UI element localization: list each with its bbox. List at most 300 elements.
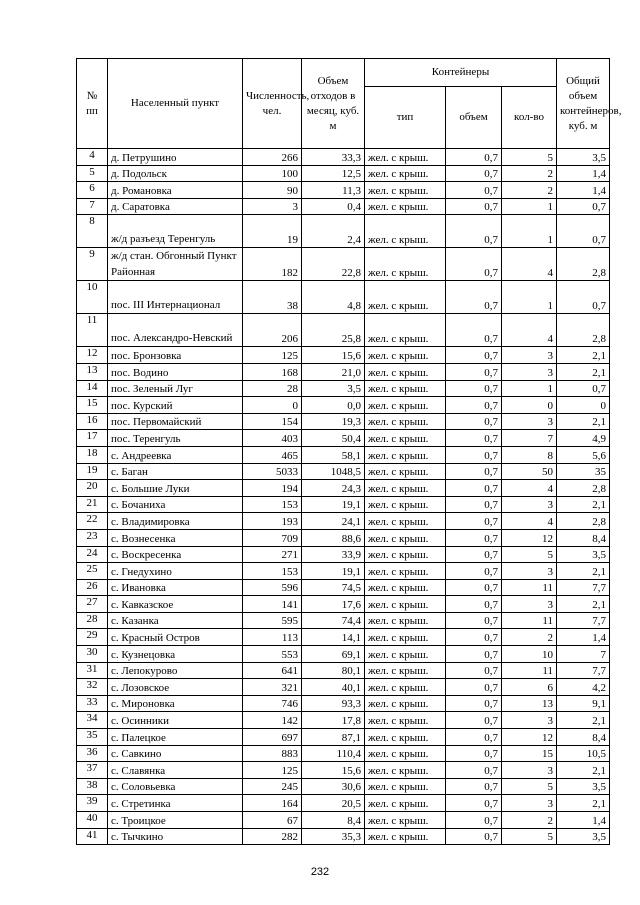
cell-container-type: жел. с крыш. [365, 446, 446, 463]
cell-waste-volume: 0,0 [302, 397, 365, 414]
cell-population: 154 [243, 413, 302, 430]
cell-population: 142 [243, 712, 302, 729]
cell-container-volume: 0,7 [446, 778, 502, 795]
cell-total-volume: 2,1 [557, 596, 610, 613]
cell-container-volume: 0,7 [446, 745, 502, 762]
cell-container-volume: 0,7 [446, 828, 502, 845]
cell-container-type: жел. с крыш. [365, 347, 446, 364]
cell-population: 125 [243, 347, 302, 364]
cell-container-count: 12 [502, 529, 557, 546]
cell-container-volume: 0,7 [446, 629, 502, 646]
cell-waste-volume: 19,3 [302, 413, 365, 430]
cell-container-volume: 0,7 [446, 513, 502, 530]
cell-container-count: 6 [502, 679, 557, 696]
cell-waste-volume: 80,1 [302, 662, 365, 679]
cell-num: 21 [77, 496, 108, 513]
cell-population: 709 [243, 529, 302, 546]
cell-container-type: жел. с крыш. [365, 745, 446, 762]
cell-total-volume: 7 [557, 646, 610, 663]
cell-num: 31 [77, 662, 108, 679]
cell-waste-volume: 87,1 [302, 729, 365, 746]
cell-num: 34 [77, 712, 108, 729]
cell-container-volume: 0,7 [446, 795, 502, 812]
cell-container-count: 3 [502, 347, 557, 364]
cell-population: 168 [243, 363, 302, 380]
table-row [77, 762, 610, 779]
table-row [77, 430, 610, 447]
cell-settlement: с. Савкино [108, 745, 243, 762]
cell-container-count: 15 [502, 745, 557, 762]
waste-containers-table [76, 58, 622, 845]
cell-waste-volume: 74,4 [302, 612, 365, 629]
cell-total-volume: 0,7 [557, 198, 610, 215]
header-container-type: тип [365, 87, 446, 149]
cell-population: 266 [243, 149, 302, 166]
cell-population: 113 [243, 629, 302, 646]
table-row [77, 397, 610, 414]
cell-num: 19 [77, 463, 108, 480]
cell-container-type: жел. с крыш. [365, 579, 446, 596]
cell-total-volume: 0,7 [557, 281, 610, 314]
cell-settlement: с. Баган [108, 463, 243, 480]
cell-population: 67 [243, 812, 302, 829]
cell-waste-volume: 19,1 [302, 563, 365, 580]
table-body [77, 149, 610, 845]
cell-total-volume: 2,1 [557, 496, 610, 513]
cell-container-type: жел. с крыш. [365, 413, 446, 430]
table-row [77, 446, 610, 463]
cell-total-volume: 1,4 [557, 165, 610, 182]
cell-population: 641 [243, 662, 302, 679]
cell-num: 12 [77, 347, 108, 364]
cell-container-type: жел. с крыш. [365, 248, 446, 281]
cell-settlement: с. Осинники [108, 712, 243, 729]
cell-container-count: 1 [502, 281, 557, 314]
cell-container-volume: 0,7 [446, 215, 502, 248]
cell-total-volume: 3,5 [557, 828, 610, 845]
cell-num: 25 [77, 563, 108, 580]
cell-settlement: с. Воскресенка [108, 546, 243, 563]
cell-waste-volume: 50,4 [302, 430, 365, 447]
cell-num: 36 [77, 745, 108, 762]
cell-settlement: с. Лепокурово [108, 662, 243, 679]
cell-settlement: с. Андреевка [108, 446, 243, 463]
cell-container-count: 11 [502, 612, 557, 629]
cell-population: 141 [243, 596, 302, 613]
cell-container-volume: 0,7 [446, 248, 502, 281]
cell-total-volume: 1,4 [557, 812, 610, 829]
table-row [77, 215, 610, 248]
cell-population: 465 [243, 446, 302, 463]
cell-settlement: пос. Курский [108, 397, 243, 414]
cell-container-volume: 0,7 [446, 182, 502, 199]
cell-container-volume: 0,7 [446, 529, 502, 546]
cell-waste-volume: 8,4 [302, 812, 365, 829]
table-row [77, 314, 610, 347]
cell-container-type: жел. с крыш. [365, 380, 446, 397]
cell-container-type: жел. с крыш. [365, 612, 446, 629]
cell-container-volume: 0,7 [446, 314, 502, 347]
cell-total-volume: 2,1 [557, 795, 610, 812]
cell-total-volume: 2,1 [557, 563, 610, 580]
cell-num: 13 [77, 363, 108, 380]
cell-settlement: с. Мироновка [108, 695, 243, 712]
cell-container-type: жел. с крыш. [365, 679, 446, 696]
cell-container-type: жел. с крыш. [365, 430, 446, 447]
cell-container-type: жел. с крыш. [365, 812, 446, 829]
cell-num: 15 [77, 397, 108, 414]
cell-waste-volume: 88,6 [302, 529, 365, 546]
cell-settlement: пос. III Интернационал [108, 281, 243, 314]
cell-total-volume: 0,7 [557, 215, 610, 248]
cell-waste-volume: 0,4 [302, 198, 365, 215]
cell-waste-volume: 21,0 [302, 363, 365, 380]
table-row [77, 646, 610, 663]
cell-population: 38 [243, 281, 302, 314]
table-row [77, 679, 610, 696]
cell-population: 553 [243, 646, 302, 663]
cell-container-type: жел. с крыш. [365, 563, 446, 580]
cell-container-volume: 0,7 [446, 812, 502, 829]
table-row [77, 248, 610, 281]
cell-container-type: жел. с крыш. [365, 629, 446, 646]
cell-num: 30 [77, 646, 108, 663]
cell-population: 883 [243, 745, 302, 762]
table-row [77, 695, 610, 712]
cell-container-count: 13 [502, 695, 557, 712]
cell-container-count: 3 [502, 413, 557, 430]
cell-num: 28 [77, 612, 108, 629]
cell-num: 35 [77, 729, 108, 746]
cell-container-count: 5 [502, 546, 557, 563]
cell-container-type: жел. с крыш. [365, 480, 446, 497]
table-row [77, 281, 610, 314]
cell-container-count: 50 [502, 463, 557, 480]
cell-container-type: жел. с крыш. [365, 363, 446, 380]
cell-container-volume: 0,7 [446, 198, 502, 215]
cell-container-type: жел. с крыш. [365, 149, 446, 166]
table-row [77, 828, 610, 845]
cell-container-type: жел. с крыш. [365, 463, 446, 480]
cell-population: 153 [243, 496, 302, 513]
cell-container-volume: 0,7 [446, 149, 502, 166]
cell-container-count: 3 [502, 762, 557, 779]
cell-settlement: с. Палецкое [108, 729, 243, 746]
cell-population: 193 [243, 513, 302, 530]
cell-num: 32 [77, 679, 108, 696]
cell-num: 38 [77, 778, 108, 795]
cell-container-count: 1 [502, 198, 557, 215]
table-row [77, 149, 610, 166]
cell-num: 11 [77, 314, 108, 347]
cell-container-type: жел. с крыш. [365, 596, 446, 613]
table-row [77, 596, 610, 613]
cell-population: 164 [243, 795, 302, 812]
cell-container-type: жел. с крыш. [365, 397, 446, 414]
cell-container-type: жел. с крыш. [365, 795, 446, 812]
header-container-volume: объем [446, 87, 502, 149]
cell-waste-volume: 69,1 [302, 646, 365, 663]
cell-num: 5 [77, 165, 108, 182]
cell-total-volume: 2,1 [557, 363, 610, 380]
cell-num: 37 [77, 762, 108, 779]
cell-settlement: с. Казанка [108, 612, 243, 629]
cell-waste-volume: 24,1 [302, 513, 365, 530]
cell-container-type: жел. с крыш. [365, 662, 446, 679]
cell-total-volume: 35 [557, 463, 610, 480]
header-total-volume: Общий объем контейнеров, куб. м [557, 59, 610, 149]
cell-container-count: 1 [502, 380, 557, 397]
cell-container-type: жел. с крыш. [365, 828, 446, 845]
cell-container-type: жел. с крыш. [365, 729, 446, 746]
cell-waste-volume: 33,3 [302, 149, 365, 166]
cell-waste-volume: 3,5 [302, 380, 365, 397]
cell-total-volume: 2,8 [557, 513, 610, 530]
cell-container-volume: 0,7 [446, 729, 502, 746]
table-row [77, 347, 610, 364]
cell-population: 5033 [243, 463, 302, 480]
cell-settlement: с. Лозовское [108, 679, 243, 696]
cell-container-type: жел. с крыш. [365, 762, 446, 779]
cell-waste-volume: 17,8 [302, 712, 365, 729]
cell-container-count: 1 [502, 215, 557, 248]
cell-container-volume: 0,7 [446, 281, 502, 314]
cell-settlement: пос. Бронзовка [108, 347, 243, 364]
cell-total-volume: 3,5 [557, 149, 610, 166]
cell-container-volume: 0,7 [446, 480, 502, 497]
cell-container-count: 12 [502, 729, 557, 746]
cell-settlement: с. Кавказское [108, 596, 243, 613]
cell-waste-volume: 14,1 [302, 629, 365, 646]
cell-waste-volume: 1048,5 [302, 463, 365, 480]
cell-container-type: жел. с крыш. [365, 215, 446, 248]
cell-population: 321 [243, 679, 302, 696]
cell-container-count: 3 [502, 596, 557, 613]
cell-total-volume: 0,7 [557, 380, 610, 397]
cell-waste-volume: 15,6 [302, 762, 365, 779]
cell-population: 596 [243, 579, 302, 596]
cell-container-volume: 0,7 [446, 496, 502, 513]
cell-num: 41 [77, 828, 108, 845]
cell-num: 7 [77, 198, 108, 215]
cell-container-type: жел. с крыш. [365, 546, 446, 563]
cell-container-count: 3 [502, 496, 557, 513]
table-row [77, 579, 610, 596]
cell-settlement: ж/д стан. Обгонный Пункт Районная [108, 248, 243, 281]
cell-settlement: пос. Водино [108, 363, 243, 380]
cell-population: 271 [243, 546, 302, 563]
cell-num: 9 [77, 248, 108, 281]
cell-settlement: с. Красный Остров [108, 629, 243, 646]
cell-total-volume: 1,4 [557, 182, 610, 199]
cell-total-volume: 7,7 [557, 612, 610, 629]
table-row [77, 198, 610, 215]
cell-total-volume: 2,1 [557, 762, 610, 779]
cell-container-count: 7 [502, 430, 557, 447]
cell-container-count: 5 [502, 149, 557, 166]
cell-population: 206 [243, 314, 302, 347]
cell-container-volume: 0,7 [446, 165, 502, 182]
table-row [77, 778, 610, 795]
cell-total-volume: 5,6 [557, 446, 610, 463]
cell-container-volume: 0,7 [446, 712, 502, 729]
cell-total-volume: 7,7 [557, 662, 610, 679]
cell-container-count: 4 [502, 248, 557, 281]
cell-container-count: 2 [502, 165, 557, 182]
header-population: Численность, чел. [243, 59, 302, 149]
cell-container-volume: 0,7 [446, 646, 502, 663]
cell-waste-volume: 30,6 [302, 778, 365, 795]
cell-container-count: 2 [502, 629, 557, 646]
table-row [77, 463, 610, 480]
cell-settlement: пос. Зеленый Луг [108, 380, 243, 397]
cell-waste-volume: 11,3 [302, 182, 365, 199]
table-row [77, 529, 610, 546]
cell-total-volume: 8,4 [557, 729, 610, 746]
cell-settlement: пос. Александро-Невский [108, 314, 243, 347]
page-number: 232 [310, 866, 330, 878]
cell-total-volume: 4,2 [557, 679, 610, 696]
cell-settlement: с. Вознесенка [108, 529, 243, 546]
cell-container-type: жел. с крыш. [365, 695, 446, 712]
header-settlement: Населенный пункт [108, 59, 243, 149]
cell-num: 14 [77, 380, 108, 397]
cell-settlement: с. Соловьевка [108, 778, 243, 795]
cell-num: 39 [77, 795, 108, 812]
cell-settlement: с. Кузнецовка [108, 646, 243, 663]
cell-total-volume: 0 [557, 397, 610, 414]
table-row [77, 795, 610, 812]
cell-num: 29 [77, 629, 108, 646]
cell-container-type: жел. с крыш. [365, 712, 446, 729]
cell-population: 595 [243, 612, 302, 629]
header-num: № пп [77, 59, 108, 149]
cell-waste-volume: 74,5 [302, 579, 365, 596]
cell-container-type: жел. с крыш. [365, 182, 446, 199]
cell-container-count: 5 [502, 778, 557, 795]
cell-container-volume: 0,7 [446, 347, 502, 364]
cell-container-count: 10 [502, 646, 557, 663]
cell-population: 697 [243, 729, 302, 746]
table-row [77, 662, 610, 679]
cell-waste-volume: 93,3 [302, 695, 365, 712]
cell-population: 0 [243, 397, 302, 414]
cell-container-volume: 0,7 [446, 762, 502, 779]
cell-container-count: 2 [502, 812, 557, 829]
cell-container-count: 11 [502, 662, 557, 679]
cell-container-type: жел. с крыш. [365, 314, 446, 347]
header-container-count: кол-во [502, 87, 557, 149]
cell-settlement: с. Ивановка [108, 579, 243, 596]
cell-container-volume: 0,7 [446, 446, 502, 463]
cell-num: 16 [77, 413, 108, 430]
cell-waste-volume: 12,5 [302, 165, 365, 182]
cell-container-volume: 0,7 [446, 546, 502, 563]
cell-settlement: с. Стретинка [108, 795, 243, 812]
cell-container-volume: 0,7 [446, 380, 502, 397]
cell-waste-volume: 22,8 [302, 248, 365, 281]
cell-waste-volume: 15,6 [302, 347, 365, 364]
cell-population: 3 [243, 198, 302, 215]
cell-population: 403 [243, 430, 302, 447]
table-row [77, 165, 610, 182]
cell-population: 153 [243, 563, 302, 580]
cell-total-volume: 4,9 [557, 430, 610, 447]
cell-waste-volume: 25,8 [302, 314, 365, 347]
cell-settlement: с. Владимировка [108, 513, 243, 530]
cell-waste-volume: 24,3 [302, 480, 365, 497]
cell-num: 18 [77, 446, 108, 463]
cell-population: 245 [243, 778, 302, 795]
cell-settlement: с. Тычкино [108, 828, 243, 845]
cell-container-type: жел. с крыш. [365, 513, 446, 530]
cell-population: 282 [243, 828, 302, 845]
cell-container-count: 2 [502, 182, 557, 199]
cell-population: 194 [243, 480, 302, 497]
cell-total-volume: 3,5 [557, 778, 610, 795]
cell-container-volume: 0,7 [446, 430, 502, 447]
cell-container-count: 4 [502, 513, 557, 530]
cell-waste-volume: 2,4 [302, 215, 365, 248]
cell-settlement: с. Бочаниха [108, 496, 243, 513]
cell-num: 26 [77, 579, 108, 596]
cell-settlement: д. Романовка [108, 182, 243, 199]
cell-container-count: 11 [502, 579, 557, 596]
table-row [77, 629, 610, 646]
cell-settlement: с. Славянка [108, 762, 243, 779]
table-row [77, 546, 610, 563]
table-row [77, 513, 610, 530]
cell-container-type: жел. с крыш. [365, 529, 446, 546]
cell-settlement: пос. Теренгуль [108, 430, 243, 447]
cell-container-volume: 0,7 [446, 596, 502, 613]
cell-waste-volume: 19,1 [302, 496, 365, 513]
cell-num: 22 [77, 513, 108, 530]
cell-settlement: д. Саратовка [108, 198, 243, 215]
cell-container-volume: 0,7 [446, 612, 502, 629]
cell-settlement: д. Петрушино [108, 149, 243, 166]
cell-total-volume: 2,1 [557, 413, 610, 430]
cell-num: 20 [77, 480, 108, 497]
cell-total-volume: 9,1 [557, 695, 610, 712]
cell-num: 6 [77, 182, 108, 199]
cell-total-volume: 2,1 [557, 712, 610, 729]
cell-container-type: жел. с крыш. [365, 198, 446, 215]
cell-container-volume: 0,7 [446, 579, 502, 596]
cell-population: 182 [243, 248, 302, 281]
cell-settlement: с. Троицкое [108, 812, 243, 829]
cell-container-volume: 0,7 [446, 563, 502, 580]
cell-population: 746 [243, 695, 302, 712]
cell-total-volume: 2,1 [557, 347, 610, 364]
cell-waste-volume: 4,8 [302, 281, 365, 314]
table-row [77, 712, 610, 729]
cell-container-volume: 0,7 [446, 397, 502, 414]
table-row [77, 812, 610, 829]
cell-waste-volume: 40,1 [302, 679, 365, 696]
cell-container-volume: 0,7 [446, 695, 502, 712]
cell-settlement: пос. Первомайский [108, 413, 243, 430]
cell-total-volume: 2,8 [557, 314, 610, 347]
cell-num: 24 [77, 546, 108, 563]
cell-num: 4 [77, 149, 108, 166]
table-row [77, 563, 610, 580]
cell-settlement: с. Большие Луки [108, 480, 243, 497]
cell-num: 8 [77, 215, 108, 248]
cell-population: 125 [243, 762, 302, 779]
cell-total-volume: 7,7 [557, 579, 610, 596]
table-row [77, 182, 610, 199]
